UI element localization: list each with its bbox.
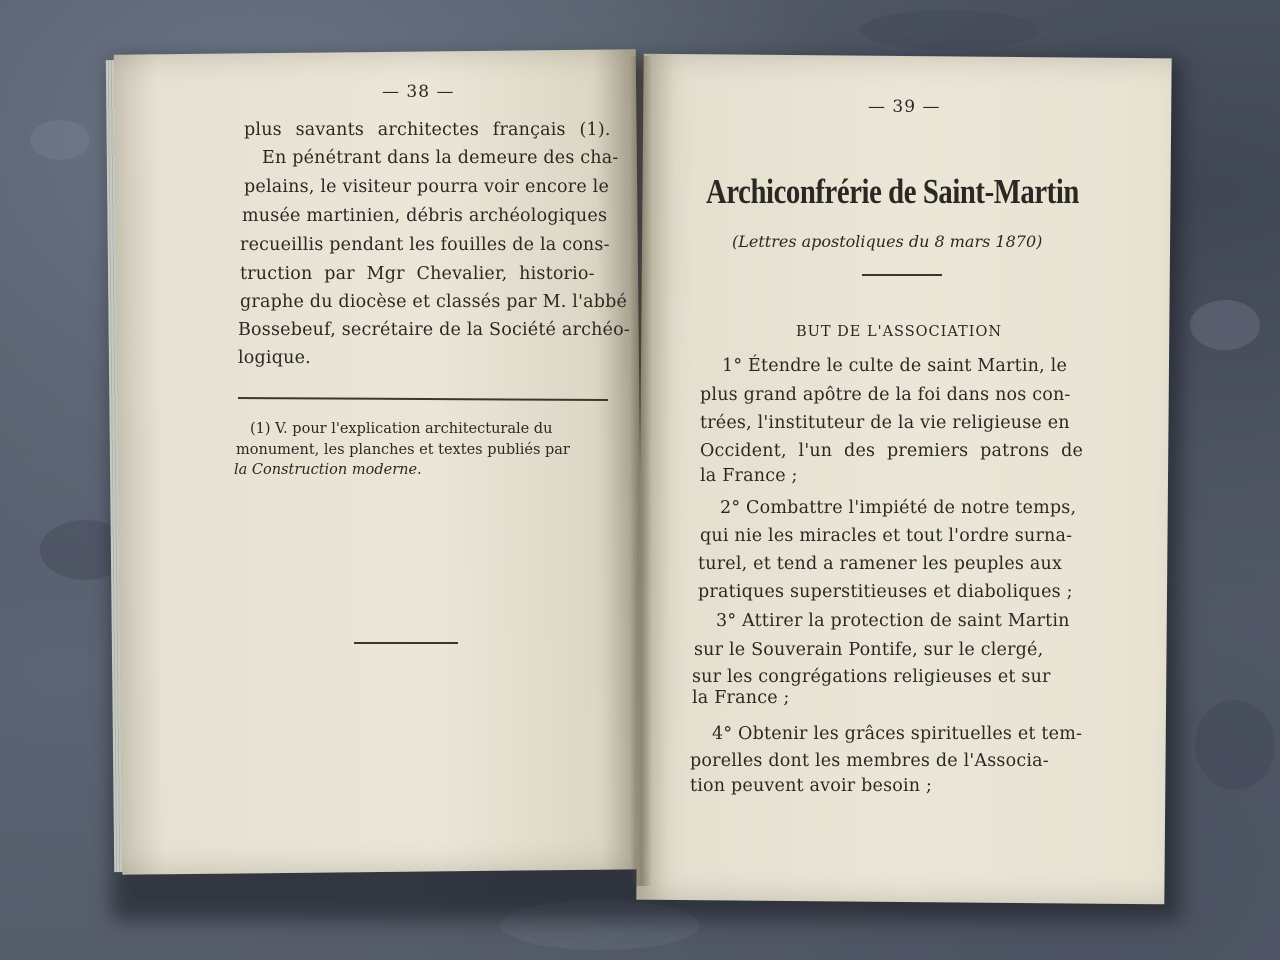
right-body-line: turel, et tend a ramener les peuples aux [698,554,1063,574]
right-body-line: 3° Attirer la protection de saint Martin [716,611,1070,631]
right-body-line: 4° Obtenir les grâces spirituelles et tem- [712,724,1083,744]
right-body-line: pratiques superstitieuses et diaboliques ; [698,582,1073,602]
footnote-line: (1) V. pour l'explication architecturale du [250,421,553,437]
right-body-line: plus grand apôtre de la foi dans nos con- [700,385,1071,405]
right-body-line: la France ; [700,466,798,486]
footnote-line: monument, les planches et textes publiés par [236,442,570,458]
left-body-line: logique. [238,348,311,368]
left-body-line: Bossebeuf, secrétaire de la Société archéo- [238,320,630,340]
left-body-line: recueillis pendant les fouilles de la cons- [240,235,610,255]
left-body-line: pelains, le visiteur pourra voir encore le [244,177,610,197]
left-body-line: plus savants architectes français (1). [244,120,611,140]
book-gutter [630,56,652,886]
right-body-line: 2° Combattre l'impiété de notre temps, [720,498,1077,518]
right-body-line: 1° Étendre le culte de saint Martin, le [722,356,1067,376]
right-body-line: qui nie les miracles et tout l'ordre surna- [700,526,1073,546]
right-body-line: sur les congrégations religieuses et sur [692,667,1051,687]
chapter-subtitle: (Lettres apostoliques du 8 mars 1870) [732,232,1043,251]
title-rule [862,274,942,276]
chapter-title: Archiconfrérie de Saint-Martin [706,172,1079,211]
page-number-left: — 38 — [382,82,455,102]
page-number-right: — 39 — [868,97,941,117]
end-rule [354,642,458,644]
left-body-line: En pénétrant dans la demeure des cha- [262,148,619,168]
right-body-line: Occident, l'un des premiers patrons de [700,441,1084,461]
right-body-line: sur le Souverain Pontife, sur le clergé, [694,640,1044,660]
left-body-line: musée martinien, débris archéologiques [242,206,608,226]
left-body-line: truction par Mgr Chevalier, historio- [240,264,595,284]
right-body-line: la France ; [692,688,790,708]
footnote-line: la Construction moderne. [234,462,422,478]
right-body-line: porelles dont les membres de l'Associa- [690,751,1049,771]
right-body-line: trées, l'instituteur de la vie religieuse en [700,413,1070,433]
right-body-line: tion peuvent avoir besoin ; [690,776,933,796]
section-heading: BUT DE L'ASSOCIATION [796,324,1003,340]
left-body-line: graphe du diocèse et classés par M. l'abbé [240,292,628,312]
